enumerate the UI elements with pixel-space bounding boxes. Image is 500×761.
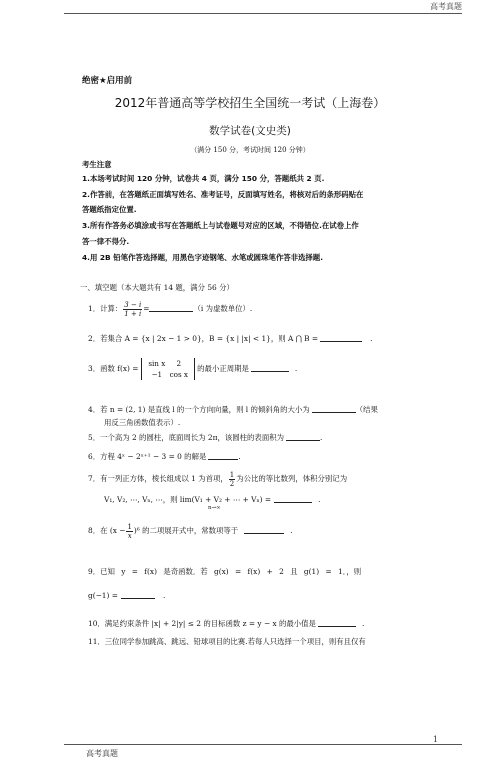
notice-heading: 考生注意 — [82, 160, 112, 169]
q3-cell-a: sin x — [148, 359, 166, 368]
question-9: 9．已知 y = f(x) 是奇函数．若 g(x) = f(x) + 2 且 g(1) = 1．，则 — [88, 567, 362, 576]
section-heading: 一、填空题（本大题共有 14 题，满分 56 分） — [80, 283, 234, 292]
q4-text: 4．若 n = (2, 1) 是直线 l 的一个方向向量，则 l 的倾斜角的大小为 — [88, 405, 310, 414]
notice-item-4: 4.用 2B 铅笔作答选择题，用黑色字迹钢笔、水笔或圆珠笔作答非选择题. — [82, 253, 324, 262]
q2-answer-blank[interactable] — [320, 333, 362, 342]
notice-item-2-cont: 答题纸指定位置. — [82, 205, 137, 214]
page-number: 1 — [432, 735, 438, 744]
q8-suffix: )⁶ 的二项展开式中，常数项等于 — [133, 526, 239, 535]
q4-answer-blank[interactable] — [312, 404, 356, 413]
question-6 — [88, 451, 241, 462]
q3-prefix: 3．函数 f(x) = — [88, 364, 139, 373]
question-11: 11．三位同学参加跳高、跳远、铅球项目的比赛.若每人只选择一个项目，则有且仅有 — [88, 637, 366, 646]
q2-end: . — [370, 334, 373, 343]
question-3 — [88, 357, 297, 381]
exam-title: 2012年普通高等学校招生全国统一考试（上海卷） — [114, 96, 386, 110]
q6-answer-blank[interactable] — [208, 451, 241, 461]
q9-end: . — [162, 591, 166, 600]
q5-answer-blank[interactable] — [286, 432, 323, 442]
q3-cell-c: −1 — [151, 370, 163, 379]
question-4-cont: 用反三角函数值表示）. — [104, 418, 181, 427]
notice-item-3: 3.所有作答务必填涂或书写在答题纸上与试卷题号对应的区域，不得错位.在试卷上作 — [82, 221, 359, 230]
exam-subject: 数学试卷(文史类) — [209, 125, 291, 137]
exam-scoring: （满分 150 分，考试时间 120 分钟） — [190, 146, 310, 154]
q1-numerator: 3 − i — [124, 300, 142, 309]
footer-rule — [64, 744, 462, 745]
q9-answer-blank[interactable] — [121, 590, 155, 599]
question-1: 1．计算： $\frac{3 - i}{1 + i}$ = （i 为虚数单位）. — [88, 300, 253, 318]
q10-text: 10．满足约束条件 |x| + 2|y| ≤ 2 的目标函数 z = y − x 的最小值是 — [88, 619, 316, 628]
q7-ratio — [229, 471, 235, 488]
q1-answer-blank[interactable] — [149, 303, 193, 312]
q7-end: . — [318, 495, 321, 504]
q1-suffix: （i 为虚数单位）. — [193, 304, 253, 313]
question-5 — [88, 432, 322, 443]
q7-line2: V₁, V₂, ⋯, Vₙ, ⋯，则 lim(V₁ + V₂ + ⋯ + Vₙ) = — [104, 495, 272, 504]
q6-end: . — [238, 452, 241, 461]
q6-text: 6．方程 4ˣ − 2ˣ⁺¹ − 3 = 0 的解是 — [88, 452, 207, 461]
q3-cell-b: 2 — [176, 359, 182, 368]
question-4 — [88, 404, 378, 415]
q9-line2: g(−1) = — [88, 591, 118, 600]
q8-denominator: x — [127, 531, 132, 540]
q3-determinant — [141, 358, 195, 380]
q3-answer-blank[interactable] — [251, 363, 289, 372]
q3-suffix: 的最小正周期是 — [197, 364, 249, 373]
q5-text: 5．一个高为 2 的圆柱，底面周长为 2π，该圆柱的表面积为 — [88, 433, 284, 442]
q8-numerator: 1 — [127, 522, 132, 531]
running-header: 高考真题 — [430, 2, 462, 11]
question-8 — [88, 518, 293, 544]
q7-ratio-num: 1 — [229, 470, 235, 479]
q2-text: 2．若集合 A = {x | 2x − 1 > 0}，B = {x | |x| < 1}，则 A ⋂ B = — [88, 334, 319, 343]
q10-end: . — [361, 619, 365, 628]
q8-end: . — [290, 526, 293, 535]
notice-item-2: 2.作答前，在答题纸正面填写姓名、准考证号，反面填写姓名，将核对后的条形码贴在 — [82, 190, 364, 199]
q1-prefix: 1．计算： — [88, 304, 123, 313]
question-7 — [88, 468, 347, 490]
q7-answer-blank[interactable] — [274, 494, 312, 503]
question-9-cont — [88, 590, 165, 601]
q3-cell-d: cos x — [169, 370, 188, 379]
q1-denominator: 1 + i — [124, 309, 142, 318]
q8-answer-blank[interactable] — [244, 525, 284, 534]
running-footer: 高考真题 — [86, 749, 118, 758]
q7-limit-subscript: n→∞ — [208, 505, 221, 511]
notice-item-3-cont: 答一律不得分. — [82, 237, 130, 246]
q8-fraction — [126, 523, 132, 540]
notice-item-1: 1.本场考试时间 120 分钟，试卷共 4 页，满分 150 分，答题纸共 2 页. — [82, 174, 325, 183]
q7-line1a: 7．有一列正方体，棱长组成以 1 为首项， — [88, 474, 228, 483]
secret-label: 绝密★启用前 — [82, 76, 133, 86]
q3-end: . — [294, 364, 298, 373]
q5-end: . — [320, 433, 323, 442]
q8-prefix: 8．在 (x − — [88, 526, 126, 535]
q7-ratio-den: 2 — [229, 479, 235, 488]
q7-line1b: 为公比的等比数列，体积分别记为 — [236, 474, 348, 483]
question-10 — [88, 618, 364, 629]
q10-answer-blank[interactable] — [318, 618, 356, 627]
question-2 — [88, 333, 372, 344]
header-rule — [64, 13, 462, 14]
q4-tail: （结果 — [355, 405, 378, 414]
q1-fraction — [123, 301, 142, 318]
